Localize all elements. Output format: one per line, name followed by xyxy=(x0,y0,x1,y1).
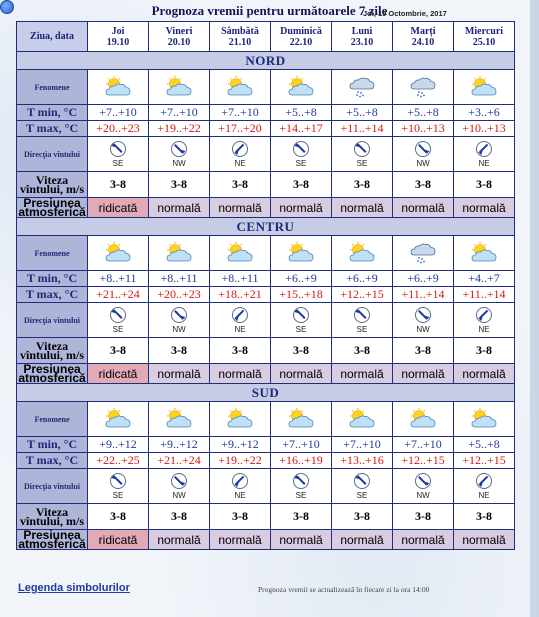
row-label: Direcţia vîntului xyxy=(17,303,88,338)
current-date: Joi, 19 Octombrie, 2017 xyxy=(363,9,447,18)
tmax-row xyxy=(17,287,515,303)
wind-speed-value: 3-8 xyxy=(271,338,332,364)
wind-direction-cell xyxy=(210,137,271,172)
compass-arrow-icon xyxy=(476,141,492,157)
day-header: Sâmbătă 21.10 xyxy=(210,22,271,52)
compass-arrow-icon xyxy=(232,473,248,489)
wind-speed-value: 3-8 xyxy=(88,172,149,198)
row-label: Fenomene xyxy=(17,402,88,437)
row-label: Fenomene xyxy=(17,70,88,105)
compass-arrow-icon xyxy=(293,473,309,489)
wind-direction-label: SE xyxy=(295,158,307,168)
row-label: Viteza vîntului, m/s xyxy=(17,504,88,530)
cloud-rain-icon xyxy=(393,236,454,271)
row-label: T max, °C xyxy=(17,453,88,469)
pressure-value: ridicată xyxy=(88,198,149,218)
pressure-value: normală xyxy=(210,530,271,550)
pressure-row xyxy=(17,530,515,550)
row-label: T min, °C xyxy=(17,271,88,287)
wind-speed-value: 3-8 xyxy=(271,172,332,198)
wind-direction-cell xyxy=(393,137,454,172)
wind-direction-cell xyxy=(149,469,210,504)
pressure-row xyxy=(17,364,515,384)
wind-direction-cell xyxy=(393,469,454,504)
tmin-value: +7..+10 xyxy=(210,105,271,121)
tmin-value: +4..+7 xyxy=(454,271,515,287)
tmax-value: +17..+20 xyxy=(210,121,271,137)
compass-arrow-icon xyxy=(110,307,126,323)
day-header: Vineri 20.10 xyxy=(149,22,210,52)
compass-arrow-icon xyxy=(415,307,431,323)
day-header: Marți 24.10 xyxy=(393,22,454,52)
compass-arrow-icon xyxy=(415,141,431,157)
region-name: NORD xyxy=(17,52,515,70)
compass-arrow-icon xyxy=(171,141,187,157)
sun-cloud-icon xyxy=(88,70,149,105)
sun-cloud-icon xyxy=(149,402,210,437)
tmax-value: +10..+13 xyxy=(393,121,454,137)
side-strip xyxy=(530,0,539,617)
wind-direction-cell xyxy=(454,303,515,338)
compass-arrow-icon xyxy=(171,473,187,489)
day-header: Luni 23.10 xyxy=(332,22,393,52)
weather-row xyxy=(17,70,515,105)
pressure-value: normală xyxy=(332,530,393,550)
wind-direction-label: NE xyxy=(478,490,490,500)
wind-direction-cell xyxy=(332,303,393,338)
pressure-value: normală xyxy=(149,198,210,218)
tmax-value: +21..+24 xyxy=(149,453,210,469)
wind-speed-value: 3-8 xyxy=(393,172,454,198)
tmin-value: +5..+8 xyxy=(271,105,332,121)
compass-arrow-icon xyxy=(415,473,431,489)
sun-cloud-icon xyxy=(271,402,332,437)
tmin-value: +3..+6 xyxy=(454,105,515,121)
weather-row xyxy=(17,402,515,437)
wind-speed-row xyxy=(17,172,515,198)
pressure-value: normală xyxy=(393,364,454,384)
day-header: Duminică 22.10 xyxy=(271,22,332,52)
compass-arrow-icon xyxy=(354,307,370,323)
wind-speed-value: 3-8 xyxy=(149,172,210,198)
row-label: T min, °C xyxy=(17,437,88,453)
row-label: T max, °C xyxy=(17,121,88,137)
pressure-value: ridicată xyxy=(88,364,149,384)
wind-speed-value: 3-8 xyxy=(454,338,515,364)
sun-cloud-icon xyxy=(88,402,149,437)
pressure-value: normală xyxy=(271,198,332,218)
wind-direction-label: SE xyxy=(112,158,124,168)
sun-cloud-icon xyxy=(332,236,393,271)
tmin-value: +7..+10 xyxy=(88,105,149,121)
wind-direction-cell xyxy=(454,469,515,504)
tmax-row xyxy=(17,453,515,469)
compass-arrow-icon xyxy=(293,307,309,323)
wind-speed-value: 3-8 xyxy=(454,504,515,530)
wind-speed-value: 3-8 xyxy=(332,172,393,198)
sun-cloud-icon xyxy=(271,70,332,105)
wind-speed-value: 3-8 xyxy=(332,504,393,530)
region-name: SUD xyxy=(17,384,515,402)
wind-direction-cell xyxy=(88,137,149,172)
wind-speed-value: 3-8 xyxy=(149,504,210,530)
wind-direction-cell xyxy=(271,137,332,172)
compass-arrow-icon xyxy=(354,141,370,157)
tmin-value: +8..+11 xyxy=(210,271,271,287)
page-header xyxy=(0,2,539,20)
wind-direction-label: NW xyxy=(416,324,430,334)
compass-arrow-icon xyxy=(476,307,492,323)
day-header: Miercuri 25.10 xyxy=(454,22,515,52)
wind-direction-cell xyxy=(332,137,393,172)
wind-direction-cell xyxy=(88,469,149,504)
tmax-value: +12..+15 xyxy=(454,453,515,469)
tmax-value: +15..+18 xyxy=(271,287,332,303)
compass-arrow-icon xyxy=(171,307,187,323)
pressure-value: normală xyxy=(454,364,515,384)
tmin-value: +7..+10 xyxy=(271,437,332,453)
wind-speed-value: 3-8 xyxy=(332,338,393,364)
wind-direction-label: SE xyxy=(295,324,307,334)
wind-direction-cell xyxy=(271,469,332,504)
wind-direction-label: SE xyxy=(356,490,368,500)
row-label: T max, °C xyxy=(17,287,88,303)
wind-direction-label: NW xyxy=(416,158,430,168)
page-title: Prognoza vremii pentru următoarele 7 zile xyxy=(151,3,388,18)
wind-direction-label: NE xyxy=(234,158,246,168)
tmax-value: +19..+22 xyxy=(210,453,271,469)
sun-cloud-icon xyxy=(149,70,210,105)
tmin-value: +9..+12 xyxy=(149,437,210,453)
wind-direction-label: NW xyxy=(416,490,430,500)
tmax-value: +18..+21 xyxy=(210,287,271,303)
legend-link[interactable]: Legenda simbolurilor xyxy=(18,582,130,594)
wind-speed-row xyxy=(17,504,515,530)
row-label: Presiunea atmosferică xyxy=(18,529,86,550)
pressure-value: normală xyxy=(393,198,454,218)
wind-direction-label: SE xyxy=(356,324,368,334)
tmax-value: +14..+17 xyxy=(271,121,332,137)
tmax-value: +19..+22 xyxy=(149,121,210,137)
pressure-value: normală xyxy=(271,364,332,384)
wind-direction-cell xyxy=(210,303,271,338)
pressure-value: normală xyxy=(454,198,515,218)
compass-arrow-icon xyxy=(110,473,126,489)
sun-cloud-icon xyxy=(454,236,515,271)
tmin-row xyxy=(17,105,515,121)
wind-direction-cell xyxy=(332,469,393,504)
sun-cloud-icon xyxy=(88,236,149,271)
tmax-value: +11..+14 xyxy=(393,287,454,303)
pressure-value: normală xyxy=(332,364,393,384)
tmax-value: +13..+16 xyxy=(332,453,393,469)
wind-direction-cell xyxy=(210,469,271,504)
cloud-rain-icon xyxy=(332,70,393,105)
compass-arrow-icon xyxy=(293,141,309,157)
sun-cloud-icon xyxy=(393,402,454,437)
compass-arrow-icon xyxy=(476,473,492,489)
sun-cloud-icon xyxy=(210,236,271,271)
row-label: Viteza vîntului, m/s xyxy=(17,172,88,198)
wind-direction-label: NW xyxy=(172,158,186,168)
row-label: T min, °C xyxy=(17,105,88,121)
tmin-value: +9..+12 xyxy=(210,437,271,453)
tmax-value: +12..+15 xyxy=(393,453,454,469)
tmin-value: +6..+9 xyxy=(332,271,393,287)
day-header: Joi 19.10 xyxy=(88,22,149,52)
wind-direction-cell xyxy=(149,137,210,172)
wind-direction-label: NW xyxy=(172,490,186,500)
tmin-value: +6..+9 xyxy=(271,271,332,287)
forecast-table xyxy=(16,21,515,550)
pressure-row xyxy=(17,198,515,218)
day-header-row xyxy=(17,22,515,52)
compass-arrow-icon xyxy=(232,141,248,157)
wind-direction-label: NE xyxy=(478,324,490,334)
row-label: Direcţia vîntului xyxy=(17,469,88,504)
wind-direction-label: SE xyxy=(112,324,124,334)
update-footnote: Prognoza vremii se actualizează în fiecare zi la ora 14:00 xyxy=(258,585,430,594)
sun-cloud-icon xyxy=(332,402,393,437)
pressure-value: normală xyxy=(454,530,515,550)
wind-speed-value: 3-8 xyxy=(210,504,271,530)
weather-row xyxy=(17,236,515,271)
tmax-value: +11..+14 xyxy=(454,287,515,303)
tmax-row xyxy=(17,121,515,137)
wind-speed-value: 3-8 xyxy=(149,338,210,364)
wind-direction-cell xyxy=(454,137,515,172)
wind-direction-row xyxy=(17,469,515,504)
row-label: Fenomene xyxy=(17,236,88,271)
sun-cloud-icon xyxy=(210,70,271,105)
pressure-value: normală xyxy=(332,198,393,218)
tmin-value: +5..+8 xyxy=(454,437,515,453)
wind-speed-value: 3-8 xyxy=(393,338,454,364)
wind-speed-row xyxy=(17,338,515,364)
row-label: Direcţia vîntului xyxy=(17,137,88,172)
wind-speed-value: 3-8 xyxy=(454,172,515,198)
region-header xyxy=(17,52,515,70)
wind-speed-value: 3-8 xyxy=(271,504,332,530)
pressure-value: ridicată xyxy=(88,530,149,550)
tmax-value: +20..+23 xyxy=(88,121,149,137)
wind-speed-value: 3-8 xyxy=(88,338,149,364)
tmin-row xyxy=(17,437,515,453)
wind-direction-row xyxy=(17,303,515,338)
region-header xyxy=(17,218,515,236)
wind-direction-cell xyxy=(149,303,210,338)
wind-direction-label: SE xyxy=(112,490,124,500)
row-label: Viteza vîntului, m/s xyxy=(17,338,88,364)
wind-speed-value: 3-8 xyxy=(393,504,454,530)
tmin-value: +5..+8 xyxy=(393,105,454,121)
sun-cloud-icon xyxy=(271,236,332,271)
wind-direction-cell xyxy=(393,303,454,338)
wind-speed-value: 3-8 xyxy=(88,504,149,530)
row-label: Presiunea atmosferică xyxy=(18,363,86,384)
tmin-value: +5..+8 xyxy=(332,105,393,121)
tmax-value: +20..+23 xyxy=(149,287,210,303)
wind-direction-label: NE xyxy=(234,490,246,500)
pressure-value: normală xyxy=(271,530,332,550)
sun-cloud-icon xyxy=(454,70,515,105)
tmax-value: +16..+19 xyxy=(271,453,332,469)
compass-arrow-icon xyxy=(110,141,126,157)
pressure-value: normală xyxy=(149,530,210,550)
tmax-value: +12..+15 xyxy=(332,287,393,303)
compass-arrow-icon xyxy=(232,307,248,323)
wind-direction-label: NE xyxy=(478,158,490,168)
day-column-label: Ziua, data xyxy=(17,22,88,52)
sun-cloud-icon xyxy=(210,402,271,437)
tmin-value: +6..+9 xyxy=(393,271,454,287)
wind-direction-label: SE xyxy=(295,490,307,500)
region-header xyxy=(17,384,515,402)
tmax-value: +21..+24 xyxy=(88,287,149,303)
tmax-value: +11..+14 xyxy=(332,121,393,137)
pressure-value: normală xyxy=(149,364,210,384)
tmin-value: +7..+10 xyxy=(149,105,210,121)
tmin-row xyxy=(17,271,515,287)
wind-direction-cell xyxy=(88,303,149,338)
region-name: CENTRU xyxy=(17,218,515,236)
sun-cloud-icon xyxy=(454,402,515,437)
wind-direction-label: NW xyxy=(172,324,186,334)
wind-speed-value: 3-8 xyxy=(210,338,271,364)
pressure-value: normală xyxy=(393,530,454,550)
tmin-value: +8..+11 xyxy=(88,271,149,287)
pressure-value: normală xyxy=(210,364,271,384)
tmin-value: +8..+11 xyxy=(149,271,210,287)
wind-direction-row xyxy=(17,137,515,172)
row-label: Presiunea atmosferică xyxy=(18,197,86,218)
cloud-rain-icon xyxy=(393,70,454,105)
wind-direction-label: NE xyxy=(234,324,246,334)
tmin-value: +7..+10 xyxy=(393,437,454,453)
tmax-value: +10..+13 xyxy=(454,121,515,137)
wind-direction-cell xyxy=(271,303,332,338)
tmin-value: +9..+12 xyxy=(88,437,149,453)
tmax-value: +22..+25 xyxy=(88,453,149,469)
tmin-value: +7..+10 xyxy=(332,437,393,453)
compass-arrow-icon xyxy=(354,473,370,489)
sun-cloud-icon xyxy=(149,236,210,271)
wind-speed-value: 3-8 xyxy=(210,172,271,198)
wind-direction-label: SE xyxy=(356,158,368,168)
pressure-value: normală xyxy=(210,198,271,218)
